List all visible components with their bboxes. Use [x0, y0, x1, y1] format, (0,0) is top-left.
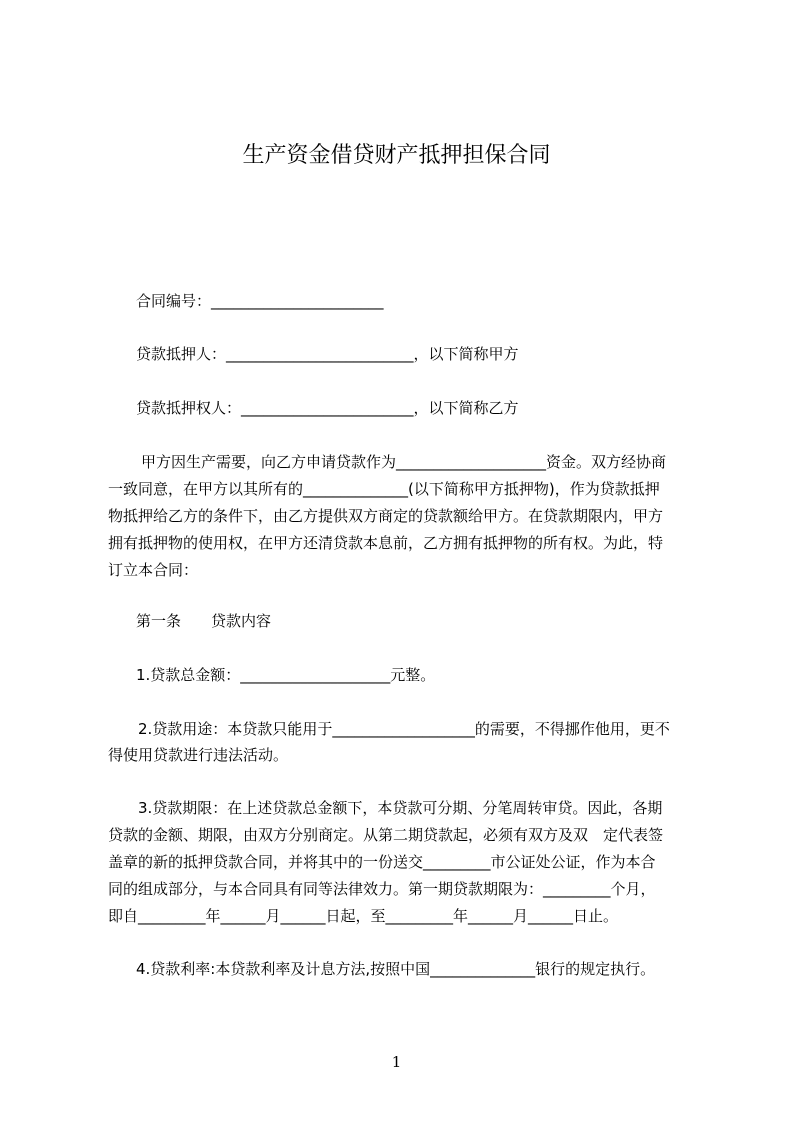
page-number: 1: [391, 1053, 402, 1071]
intro-line-3: 物抵押给乙方的条件下，由乙方提供双方商定的贷款额给甲方。在贷款期限内，甲方: [108, 507, 664, 525]
article-1-heading: 第一条 贷款内容: [136, 612, 272, 630]
mortgagor-line: 贷款抵押人：_________________________，以下简称甲方: [136, 345, 519, 363]
intro-line-1: 甲方因生产需要，向乙方申请贷款作为____________________资金。双方经协商: [141, 453, 667, 471]
mortgagee-line: 贷款抵押权人：_______________________，以下简称乙方: [136, 399, 519, 417]
item-3-line-2: 贷款的金额、期限，由双方分别商定。从第二期贷款起，必须有双方及双 定代表签: [108, 826, 664, 844]
item-1-line: 1.贷款总金额：____________________元整。: [136, 666, 436, 684]
contract-number-line: 合同编号：_______________________: [136, 292, 384, 310]
item-3-line-4: 同的组成部分，与本合同具有同等法律效力。第一期贷款期限为：_________个月，: [108, 880, 656, 898]
intro-line-4: 拥有抵押物的使用权，在甲方还清贷款本息前，乙方拥有抵押物的所有权。为此，特: [108, 534, 664, 552]
item-3-line-3: 盖章的新的抵押贷款合同，并将其中的一份送交_________市公证处公证，作为本合: [108, 853, 656, 871]
document-title: 生产资金借贷财产抵押担保合同: [242, 143, 551, 168]
intro-line-5: 订立本合同：: [108, 561, 199, 579]
item-2-line-2: 得使用贷款进行违法活动。: [108, 746, 289, 764]
item-4-line: 4.贷款利率:本贷款利率及计息方法,按照中国______________银行的规定执行。: [136, 960, 656, 978]
intro-line-2: 一致同意，在甲方以其所有的______________(以下简称甲方抵押物)，作为贷款抵押: [108, 480, 660, 498]
item-3-line-5: 即自_________年______月______日起，至_________年______月______日止。: [108, 907, 619, 925]
item-2-line-1: 2.贷款用途：本贷款只能用于___________________的需要，不得挪作他用，更不: [138, 720, 670, 738]
item-3-line-1: 3.贷款期限：在上述贷款总金额下，本贷款可分期、分笔周转审贷。因此，各期: [138, 799, 663, 817]
